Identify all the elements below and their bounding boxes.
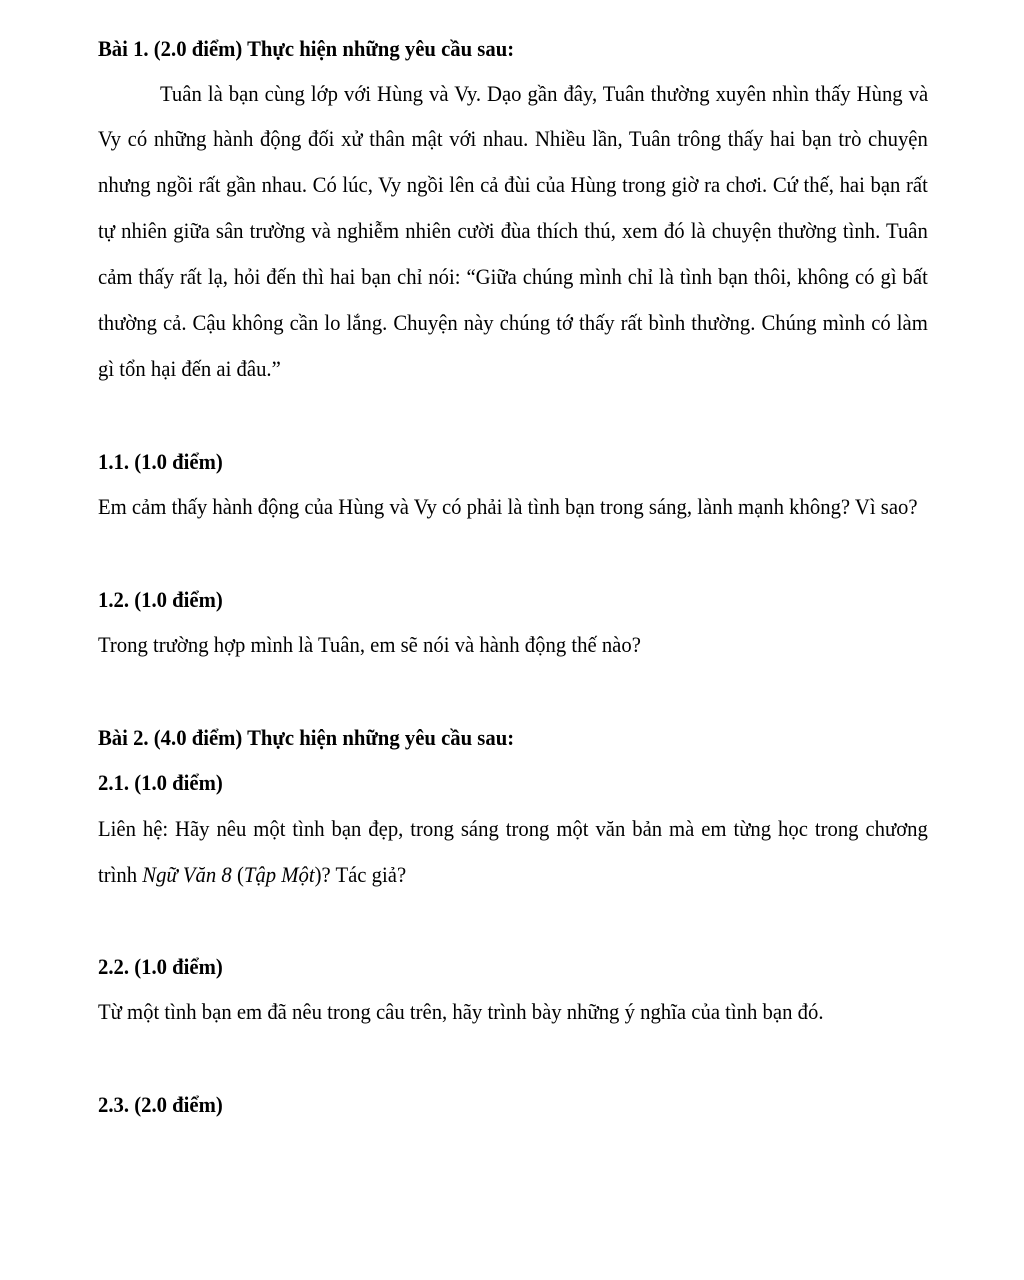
passage-line-3: nhưng ngồi rất gần nhau. Có lúc, Vy ngồi lên cả đùi của Hùng trong giờ ra chơi. Cứ thế, hai bạn rất bbox=[98, 172, 928, 197]
q2-1-line-2 bbox=[98, 860, 862, 890]
q2-2-text: Từ một tình bạn em đã nêu trong câu trên, hãy trình bày những ý nghĩa của tình bạn đó. bbox=[98, 999, 824, 1024]
bai1-heading: Bài 1. (2.0 điểm) Thực hiện những yêu cầu sau: bbox=[98, 36, 515, 61]
q2-2-heading: 2.2. (1.0 điểm) bbox=[98, 954, 223, 979]
bai2-heading: Bài 2. (4.0 điểm) Thực hiện những yêu cầu sau: bbox=[98, 725, 515, 750]
passage-line-2: Vy có những hành động đối xử thân mật với nhau. Nhiều lần, Tuân trông thấy hai bạn trò chuyện bbox=[98, 126, 928, 151]
q2-1-line-1: Liên hệ: Hãy nêu một tình bạn đẹp, trong sáng trong một văn bản mà em từng học trong chương bbox=[98, 816, 928, 841]
book-volume: Tập Một bbox=[243, 862, 315, 887]
q1-2-heading: 1.2. (1.0 điểm) bbox=[98, 587, 223, 612]
passage-line-1: Tuân là bạn cùng lớp với Hùng và Vy. Dạo gần đây, Tuân thường xuyên nhìn thấy Hùng và bbox=[160, 81, 929, 106]
q2-1-heading: 2.1. (1.0 điểm) bbox=[98, 770, 223, 795]
passage-line-6: thường cả. Cậu không cần lo lắng. Chuyện này chúng tớ thấy rất bình thường. Chúng mình có làm bbox=[98, 310, 928, 335]
q1-2-text: Trong trường hợp mình là Tuân, em sẽ nói và hành động thế nào? bbox=[98, 632, 641, 657]
q2-1-line-2-post: )? Tác giả? bbox=[314, 862, 407, 887]
book-title: Ngữ Văn 8 bbox=[142, 862, 232, 887]
q2-3-heading: 2.3. (2.0 điểm) bbox=[98, 1092, 223, 1117]
passage-line-4: tự nhiên giữa sân trường và nghiễm nhiên cười đùa thích thú, xem đó là chuyện thường tình. Tuân bbox=[98, 218, 928, 243]
q2-1-line-2-pre: trình bbox=[98, 862, 143, 887]
passage-line-7: gì tổn hại đến ai đâu.” bbox=[98, 356, 281, 381]
q2-1-line-2-mid: ( bbox=[231, 862, 244, 887]
q1-1-text: Em cảm thấy hành động của Hùng và Vy có phải là tình bạn trong sáng, lành mạnh không? Vì sao? bbox=[98, 494, 918, 519]
passage-line-5: cảm thấy rất lạ, hỏi đến thì hai bạn chỉ nói: “Giữa chúng mình chỉ là tình bạn thôi, không có gì bất bbox=[98, 264, 928, 289]
q1-1-heading: 1.1. (1.0 điểm) bbox=[98, 449, 223, 474]
